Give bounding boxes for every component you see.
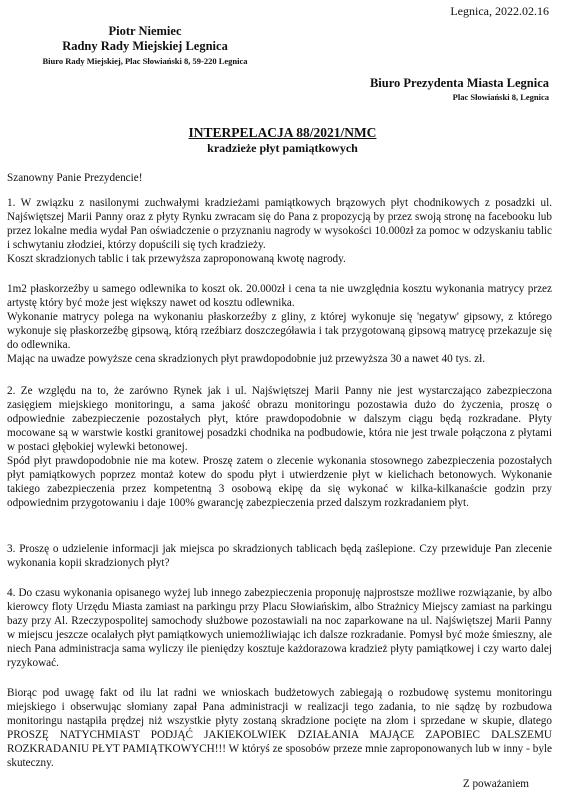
paragraph-text: 1m2 płaskorzeźby u samego odlewnika to koszt ok. 20.000zł i cena ta nie uwzględnia kosztu wykonania matrycy przez artystę który być może jest większy nawet od kosztu odlewnika. [7,283,552,309]
paragraph-2 [7,282,552,366]
paragraph-6 [7,686,552,770]
paragraph-4 [7,542,552,570]
paragraph-text: Spód płyt prawdopodobnie nie ma kotew. Proszę zatem o zlecenie wykonania stosownego zabezpieczenia pozostałych płyt pamiątkowych poprzez montaż kotew do spodu płyt i utwierdzenie płyt w kielichach betonowych. Wykonanie takiego zabezpieczenia przez kompetentną 3 osobową ekipę da się wykonać w kilka-kilkanaście godzin przy odpowiednim przygotowaniu i daje 100% gwarancję zabezpieczenia przed dalszym rozkradaniem płyt. [7,455,552,509]
paragraph-text: Biorąc pod uwagę fakt od ilu lat radni we wnioskach budżetowych zabiegają o rozbudowę systemu monitoringu miejskiego i obserwując słomiany zapał Pana administracji w realizacji tego zadania, to nie sądzę by rozbudowa monitoringu nastąpiła prędzej niż wszystkie płyty zostaną skradzione pocięte na złom i sprzedane w skupie, dlatego PROSZĘ NATYCHMIAST PODJĄĆ JAKIEKOLWIEK DZIAŁANIA MAJĄCE ZAPOBIEC DALSZEMU ROZKRADANIU PŁYT PAMIĄTKOWYCH!!! W któryś ze sposobów przeze mnie zaproponowanych lub w inny - byle skuteczny. [7,687,552,769]
paragraph-text: Mając na uwadze powyższe cena skradzionych płyt prawdopodobnie już przewyższa 30 a nawet 40 tys. zł. [7,353,486,365]
closing: Z poważaniem [462,778,529,790]
sender-role: Radny Rady Miejskiej Legnica [62,39,228,53]
sender-name: Piotr Niemiec [108,24,182,38]
paragraph-1 [7,196,552,266]
document-title: INTERPELACJA 88/2021/NMC [188,125,377,140]
paragraph-text: Koszt skradzionych tablic i tak przewyższa zaproponowaną kwotę nagrody. [7,253,346,265]
document-subtitle: kradzieże płyt pamiątkowych [207,141,358,155]
recipient-block [370,76,549,104]
document-date: Legnica, 2022.02.16 [450,4,549,18]
paragraph-text: 4. Do czasu wykonania opisanego wyżej lub innego zabezpieczenia proponuję najprostsze możliwe rozwiązanie, by albo kierowcy floty Urzędu Miasta zamiast na parkingu przy Placu Słowiańskim, albo Strażnicy Miejscy zamiast na parkingu bazy przy Al. Rzeczypospolitej samochody służbowe pozostawiali na noc zaparkowane na ul. Najświętszej Marii Panny w miejscu jeszcze ocalałych płyt pamiątkowych uniemożliwiając ich dalsze rozkradanie. Pomysł być może śmieszny, ale niech Pana administracja sama wyliczy ile pieniędzy kosztuje każdorazowa kradzież płyty pamiątkowej i czy warto dalej ryzykować. [7,587,552,669]
paragraph-text: 3. Proszę o udzielenie informacji jak miejsca po skradzionych tablicach będą zaślepione. Czy przewiduje Pan zlecenie wykonania kopii skradzionych płyt? [7,543,552,569]
recipient-address: Plac Słowiański 8, Legnica [452,92,549,102]
recipient-office: Biuro Prezydenta Miasta Legnica [369,76,549,90]
paragraph-3 [7,384,552,510]
greeting: Szanowny Panie Prezydencie! [7,172,143,184]
paragraph-text: 2. Ze względu na to, że zarówno Rynek jak i ul. Najświętszej Marii Panny nie jest wystarczająco zabezpieczona zasięgiem miejskiego monitoringu, a sama jakość obrazu monitoringu pozostawia dużo do życzenia, proszę o odpowiednie zabezpieczenie pozostałych płyt, które prawdopodobnie w dalszym ciągu będą rozkradane. Płyty mocowane są w warstwie kostki granitowej posadzki chodnika na podbudowie, która nie jest trwale połączona z płytami w postaci głębokiej wylewki betonowej. [7,385,552,453]
paragraph-text: 1. W związku z nasilonymi zuchwałymi kradzieżami pamiątkowych brązowych płyt chodnikowych z posadzki ul. Najświętszej Marii Panny oraz z płyty Rynku zwracam się do Pana z propozycją by przez swoją stronę na facebooku lub przez lokalne media wydał Pan oświadczenie o przyznaniu nagrody w wysokości 10.000zł za pomoc w odzyskaniu tablic i schwytaniu złodziei, którzy dopuścili się tych kradzieży. [7,197,552,251]
paragraph-text: Wykonanie matrycy polega na wykonaniu płaskorzeźby z gliny, z której wykonuje się 'negatyw' gipsowy, z którego wykonuje się płaskorzeźbę gipsową, którą rzeźbiarz doszczegóławia i tak przygotowaną gipsową matrycę przekazuje się do odlewnika. [7,311,552,351]
sender-block [0,24,290,69]
sender-address: Biuro Rady Miejskiej, Plac Słowiański 8, 59-220 Legnica [42,56,248,66]
paragraph-5 [7,586,552,670]
